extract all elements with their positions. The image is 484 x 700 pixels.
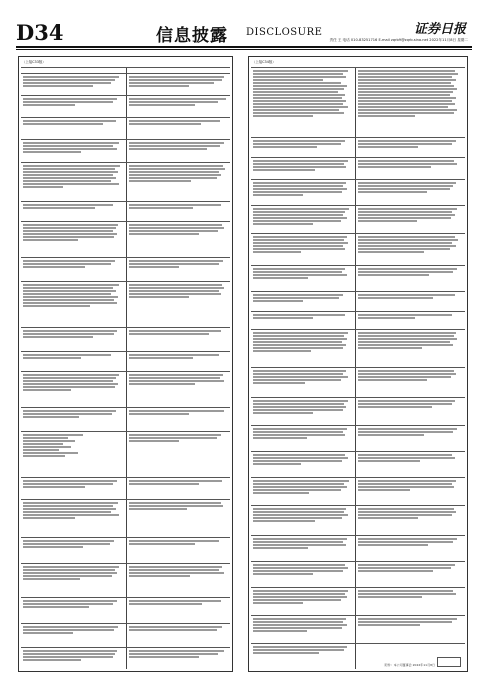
left-disclosure-column <box>18 56 233 672</box>
table-rule <box>21 623 230 624</box>
text-block <box>129 98 229 107</box>
text-block <box>358 618 462 627</box>
text-block <box>23 566 123 581</box>
table-rule <box>21 597 230 598</box>
header-meta: 责任 王 电话 010-83251716 E-mail zqrb9@zqrb.sina.net 2022年11月8日 星期二 <box>329 38 468 42</box>
text-block <box>358 140 462 149</box>
text-block <box>253 480 353 495</box>
text-block <box>129 260 229 269</box>
text-block <box>23 650 123 662</box>
text-block <box>129 284 229 299</box>
table-rule <box>251 397 465 398</box>
text-block <box>253 70 353 118</box>
table-rule <box>21 281 230 282</box>
table-rule <box>21 73 230 74</box>
text-block <box>129 165 229 183</box>
table-rule <box>251 561 465 562</box>
text-block <box>253 314 353 320</box>
table-rule <box>21 407 230 408</box>
text-block <box>253 370 353 385</box>
text-block <box>129 434 229 443</box>
text-block <box>253 538 353 550</box>
table-rule <box>21 139 230 140</box>
left-amendment-table <box>21 67 230 669</box>
table-divider <box>126 67 127 669</box>
table-rule <box>21 327 230 328</box>
text-block <box>23 540 123 549</box>
text-block <box>23 204 123 210</box>
text-block <box>358 428 462 437</box>
text-block <box>253 428 353 440</box>
text-block <box>129 374 229 386</box>
text-block <box>253 140 353 149</box>
text-block <box>253 294 353 303</box>
text-block <box>129 566 229 578</box>
text-block <box>129 76 229 88</box>
text-block <box>253 182 353 197</box>
text-block <box>129 650 229 659</box>
text-block <box>129 142 229 151</box>
table-rule <box>21 67 230 68</box>
signature-footer: 附件：本公司董事会 2022年11月8日 <box>384 663 435 667</box>
text-block <box>23 224 123 242</box>
text-block <box>358 70 462 118</box>
table-rule <box>251 179 465 180</box>
text-block <box>358 160 462 169</box>
text-block <box>129 480 229 486</box>
text-block <box>23 354 123 360</box>
table-rule <box>251 643 465 644</box>
table-rule <box>251 157 465 158</box>
masthead-logo: 证券日报 <box>413 22 466 37</box>
table-rule <box>251 137 465 138</box>
text-block <box>358 314 462 320</box>
table-rule <box>21 221 230 222</box>
text-block <box>253 236 353 254</box>
text-block <box>358 370 462 382</box>
table-rule <box>21 351 230 352</box>
text-block <box>23 600 123 609</box>
text-block <box>253 400 353 415</box>
text-block <box>358 268 462 277</box>
table-rule <box>21 95 230 96</box>
text-block <box>129 502 229 511</box>
table-rule <box>21 477 230 478</box>
table-rule <box>21 257 230 258</box>
text-block <box>23 434 123 458</box>
text-block <box>358 508 462 520</box>
text-block <box>358 208 462 223</box>
text-block <box>23 330 123 339</box>
text-block <box>358 538 462 547</box>
text-block <box>253 454 353 466</box>
text-block <box>253 332 353 353</box>
text-block <box>129 204 229 210</box>
section-title: 信息披露 <box>156 26 228 46</box>
text-block <box>23 410 123 419</box>
text-block <box>129 600 229 606</box>
text-block <box>23 284 123 308</box>
text-block <box>23 98 123 107</box>
table-rule <box>251 265 465 266</box>
text-block <box>129 626 229 632</box>
text-block <box>129 540 229 546</box>
table-rule <box>21 563 230 564</box>
table-rule <box>251 615 465 616</box>
text-block <box>129 330 229 336</box>
table-rule <box>251 587 465 588</box>
text-block <box>358 332 462 350</box>
text-block <box>129 224 229 236</box>
text-block <box>23 165 123 189</box>
table-rule <box>21 499 230 500</box>
table-rule <box>251 425 465 426</box>
text-block <box>253 646 353 655</box>
table-rule <box>251 329 465 330</box>
text-block <box>253 160 353 172</box>
page-header <box>16 18 472 46</box>
text-block <box>358 400 462 409</box>
text-block <box>129 354 229 360</box>
text-block <box>358 590 462 599</box>
text-block <box>23 76 123 88</box>
text-block <box>253 590 353 605</box>
stamp-box <box>437 657 461 667</box>
text-block <box>358 454 462 463</box>
text-block <box>23 374 123 392</box>
text-block <box>358 182 462 194</box>
text-block <box>23 260 123 269</box>
page-number: D34 <box>16 20 64 45</box>
text-block <box>253 618 353 633</box>
table-rule <box>251 367 465 368</box>
table-rule <box>251 477 465 478</box>
text-block <box>129 120 229 126</box>
text-block <box>23 502 123 520</box>
table-rule <box>21 201 230 202</box>
header-rule <box>16 46 472 48</box>
text-block <box>23 142 123 154</box>
text-block <box>253 508 353 523</box>
table-rule <box>251 67 465 68</box>
table-rule <box>21 162 230 163</box>
table-rule <box>21 117 230 118</box>
table-rule <box>251 291 465 292</box>
text-block <box>358 294 462 300</box>
text-block <box>358 480 462 492</box>
table-rule <box>251 505 465 506</box>
text-block <box>253 268 353 280</box>
table-rule <box>251 535 465 536</box>
left-column-heading: （上接C33版） <box>22 60 46 64</box>
right-column-heading: （上接C34版） <box>252 60 276 64</box>
table-rule <box>251 451 465 452</box>
text-block <box>129 410 229 416</box>
table-rule <box>21 371 230 372</box>
table-rule <box>21 431 230 432</box>
text-block <box>23 120 123 126</box>
text-block <box>358 564 462 573</box>
table-rule <box>21 647 230 648</box>
header-rule-thin <box>16 49 472 50</box>
text-block <box>23 480 123 489</box>
table-rule <box>251 311 465 312</box>
text-block <box>253 564 353 576</box>
text-block <box>358 236 462 254</box>
right-amendment-table <box>251 67 465 669</box>
section-title-en: DISCLOSURE <box>246 27 323 38</box>
table-rule <box>21 537 230 538</box>
right-disclosure-column <box>248 56 468 672</box>
text-block <box>23 626 123 635</box>
table-rule <box>251 233 465 234</box>
text-block <box>253 208 353 226</box>
table-rule <box>251 205 465 206</box>
